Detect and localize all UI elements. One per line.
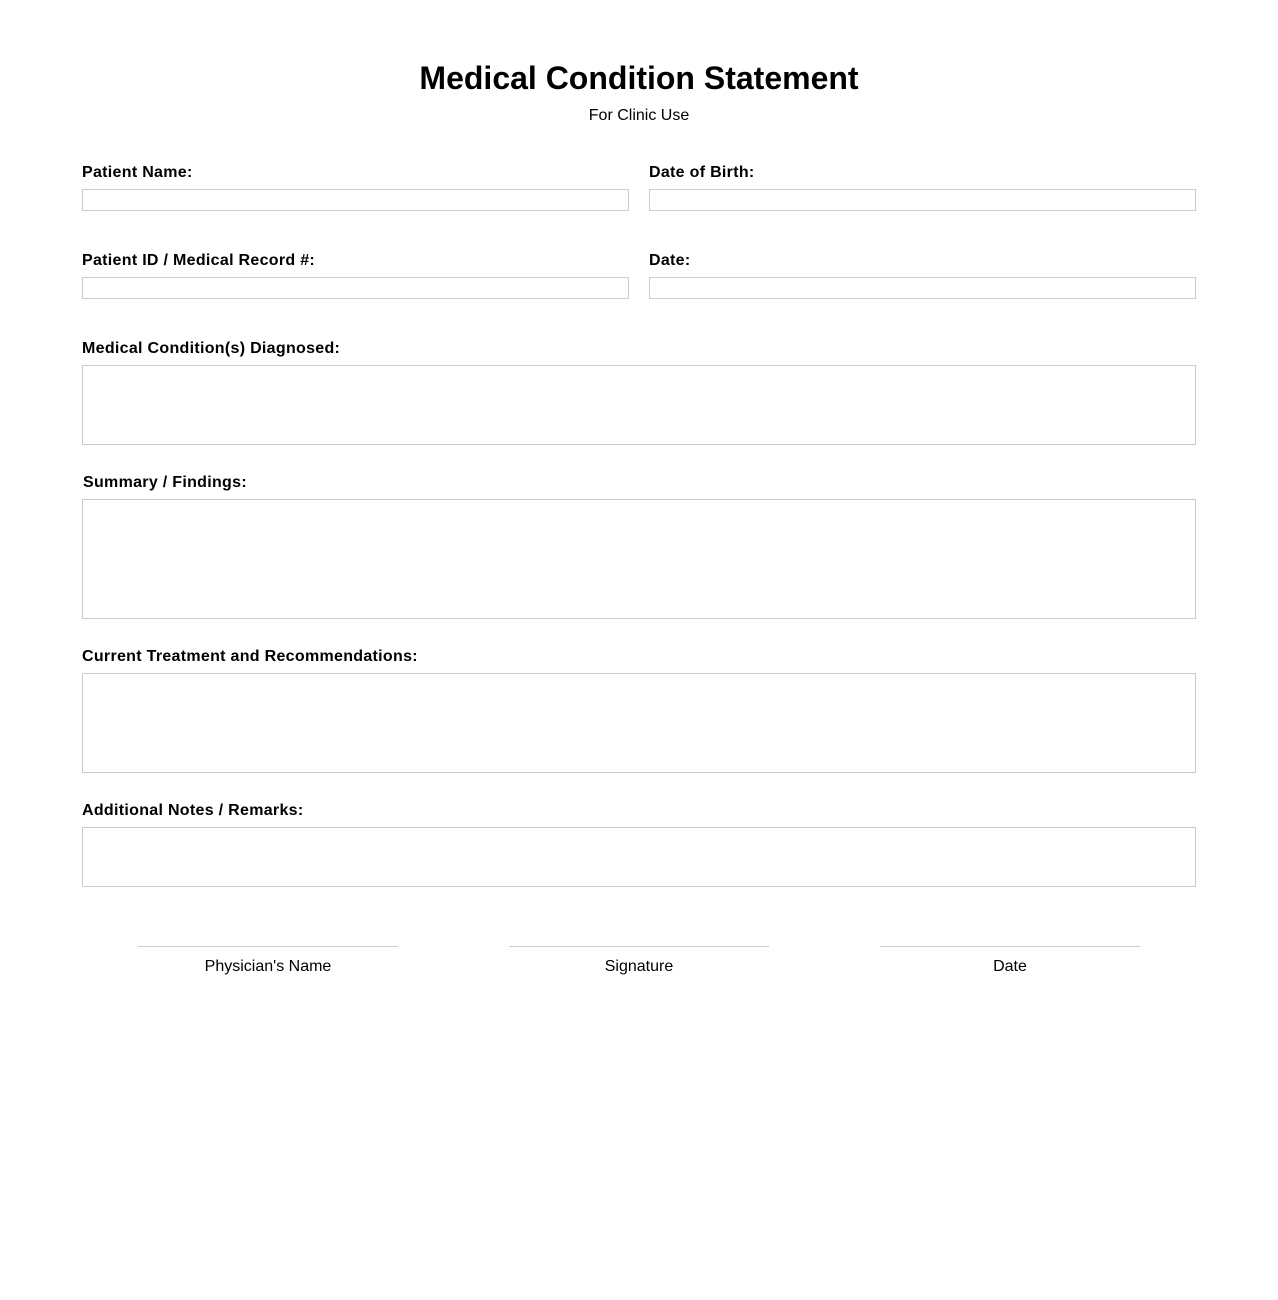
physician-name-caption: Physician's Name xyxy=(204,958,332,975)
physician-name-signature-line[interactable] xyxy=(138,946,398,947)
page-subtitle: For Clinic Use xyxy=(588,107,690,124)
notes-textarea[interactable] xyxy=(82,827,1196,887)
date-of-birth-field[interactable] xyxy=(649,189,1196,211)
patient-name-label: Patient Name: xyxy=(82,164,193,181)
treatment-label: Current Treatment and Recommendations: xyxy=(82,648,418,665)
signature-caption: Signature xyxy=(604,958,674,975)
page-title: Medical Condition Statement xyxy=(419,60,859,96)
date-of-birth-label: Date of Birth: xyxy=(649,164,755,181)
patient-id-field[interactable] xyxy=(82,277,629,299)
summary-label: Summary / Findings: xyxy=(83,474,247,491)
conditions-label: Medical Condition(s) Diagnosed: xyxy=(82,340,341,357)
signature-date-line[interactable] xyxy=(880,946,1140,947)
date-label: Date: xyxy=(649,252,691,269)
summary-textarea[interactable] xyxy=(82,499,1196,619)
date-field[interactable] xyxy=(649,277,1196,299)
notes-label: Additional Notes / Remarks: xyxy=(82,802,304,819)
signature-line[interactable] xyxy=(509,946,769,947)
treatment-textarea[interactable] xyxy=(82,673,1196,773)
patient-name-field[interactable] xyxy=(82,189,629,211)
signature-date-caption: Date xyxy=(993,958,1027,975)
patient-id-label: Patient ID / Medical Record #: xyxy=(82,252,316,269)
conditions-textarea[interactable] xyxy=(82,365,1196,445)
